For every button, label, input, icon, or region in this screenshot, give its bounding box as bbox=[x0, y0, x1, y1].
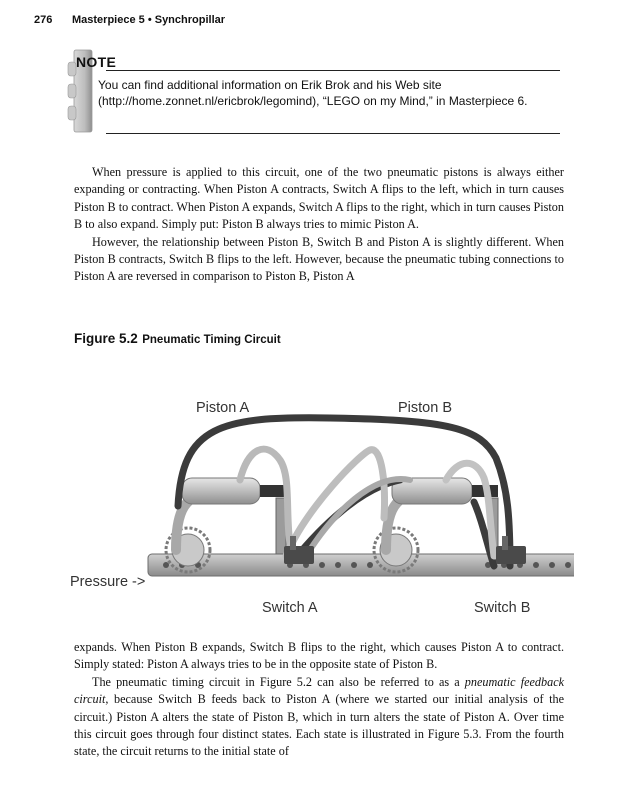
body-text-bottom bbox=[74, 639, 564, 761]
note-top-rule bbox=[106, 70, 560, 71]
running-header bbox=[34, 14, 225, 26]
figure-caption bbox=[74, 330, 281, 348]
paragraph: When pressure is applied to this circuit, one of the two pneumatic pistons is always either expanding or contracting. When Piston A contracts, Switch A flips to the left, which in turn causes Piston B to contract. When Piston A expands, Switch A flips to the right, which in turn causes Piston B to also expand. Simply put: Piston B always tries to mimic Piston A. bbox=[74, 165, 564, 232]
body-text-top bbox=[74, 164, 564, 286]
running-title: Masterpiece 5 • Synchropillar bbox=[72, 14, 226, 26]
piston-a-cylinder bbox=[182, 478, 260, 504]
note-bottom-rule bbox=[106, 133, 560, 134]
label-piston-a: Piston A bbox=[196, 400, 250, 416]
note-text: You can find additional information on Erik Brok and his Web site (http://home.zonnet.nl/ericbrok/legomind), “LEGO on my Mind,” in Masterpiece 6. bbox=[98, 78, 528, 108]
paragraph: However, the relationship between Piston B, Switch B and Piston A is slightly different. When Piston B contracts, Switch B flips to the left. However, because the pneumatic tubing connections to Piston A are reversed in comparison to Piston B, Piston A bbox=[74, 234, 564, 284]
paragraph-part: , because Switch B feeds back to Piston A (where we started our initial analysis of the circuit.) Piston A alters the state of Piston B, which in turn alters the state of Piston A. Over time this circuit goes through four distinct states. Each state is illustrated in Figure 5.3. From the fourth state, the circuit returns to the initial state of bbox=[74, 692, 564, 759]
label-switch-a: Switch A bbox=[262, 600, 318, 616]
circuit-illustration bbox=[70, 388, 574, 624]
label-piston-b: Piston B bbox=[398, 400, 452, 416]
paragraph: expands. When Piston B expands, Switch B flips to the right, which causes Piston A to contract. Simply stated: Piston A always tries to be in the opposite state of Piston B. bbox=[74, 640, 564, 672]
note-box bbox=[66, 48, 560, 136]
paragraph-part: The pneumatic timing circuit in Figure 5.2 can also be referred to as a bbox=[92, 674, 465, 689]
figure-pneumatic-circuit bbox=[70, 388, 574, 624]
figure-number: Figure 5.2 bbox=[74, 331, 138, 346]
note-title: NOTE bbox=[76, 54, 117, 70]
label-switch-b: Switch B bbox=[474, 600, 531, 616]
paragraph bbox=[74, 674, 564, 761]
term-emphasis: pneumatic feedback circuit bbox=[74, 674, 565, 707]
page-number: 276 bbox=[34, 14, 53, 26]
label-pressure: Pressure -> bbox=[70, 574, 146, 590]
tube-light-2 bbox=[286, 450, 384, 556]
figure-title: Pneumatic Timing Circuit bbox=[142, 334, 281, 346]
